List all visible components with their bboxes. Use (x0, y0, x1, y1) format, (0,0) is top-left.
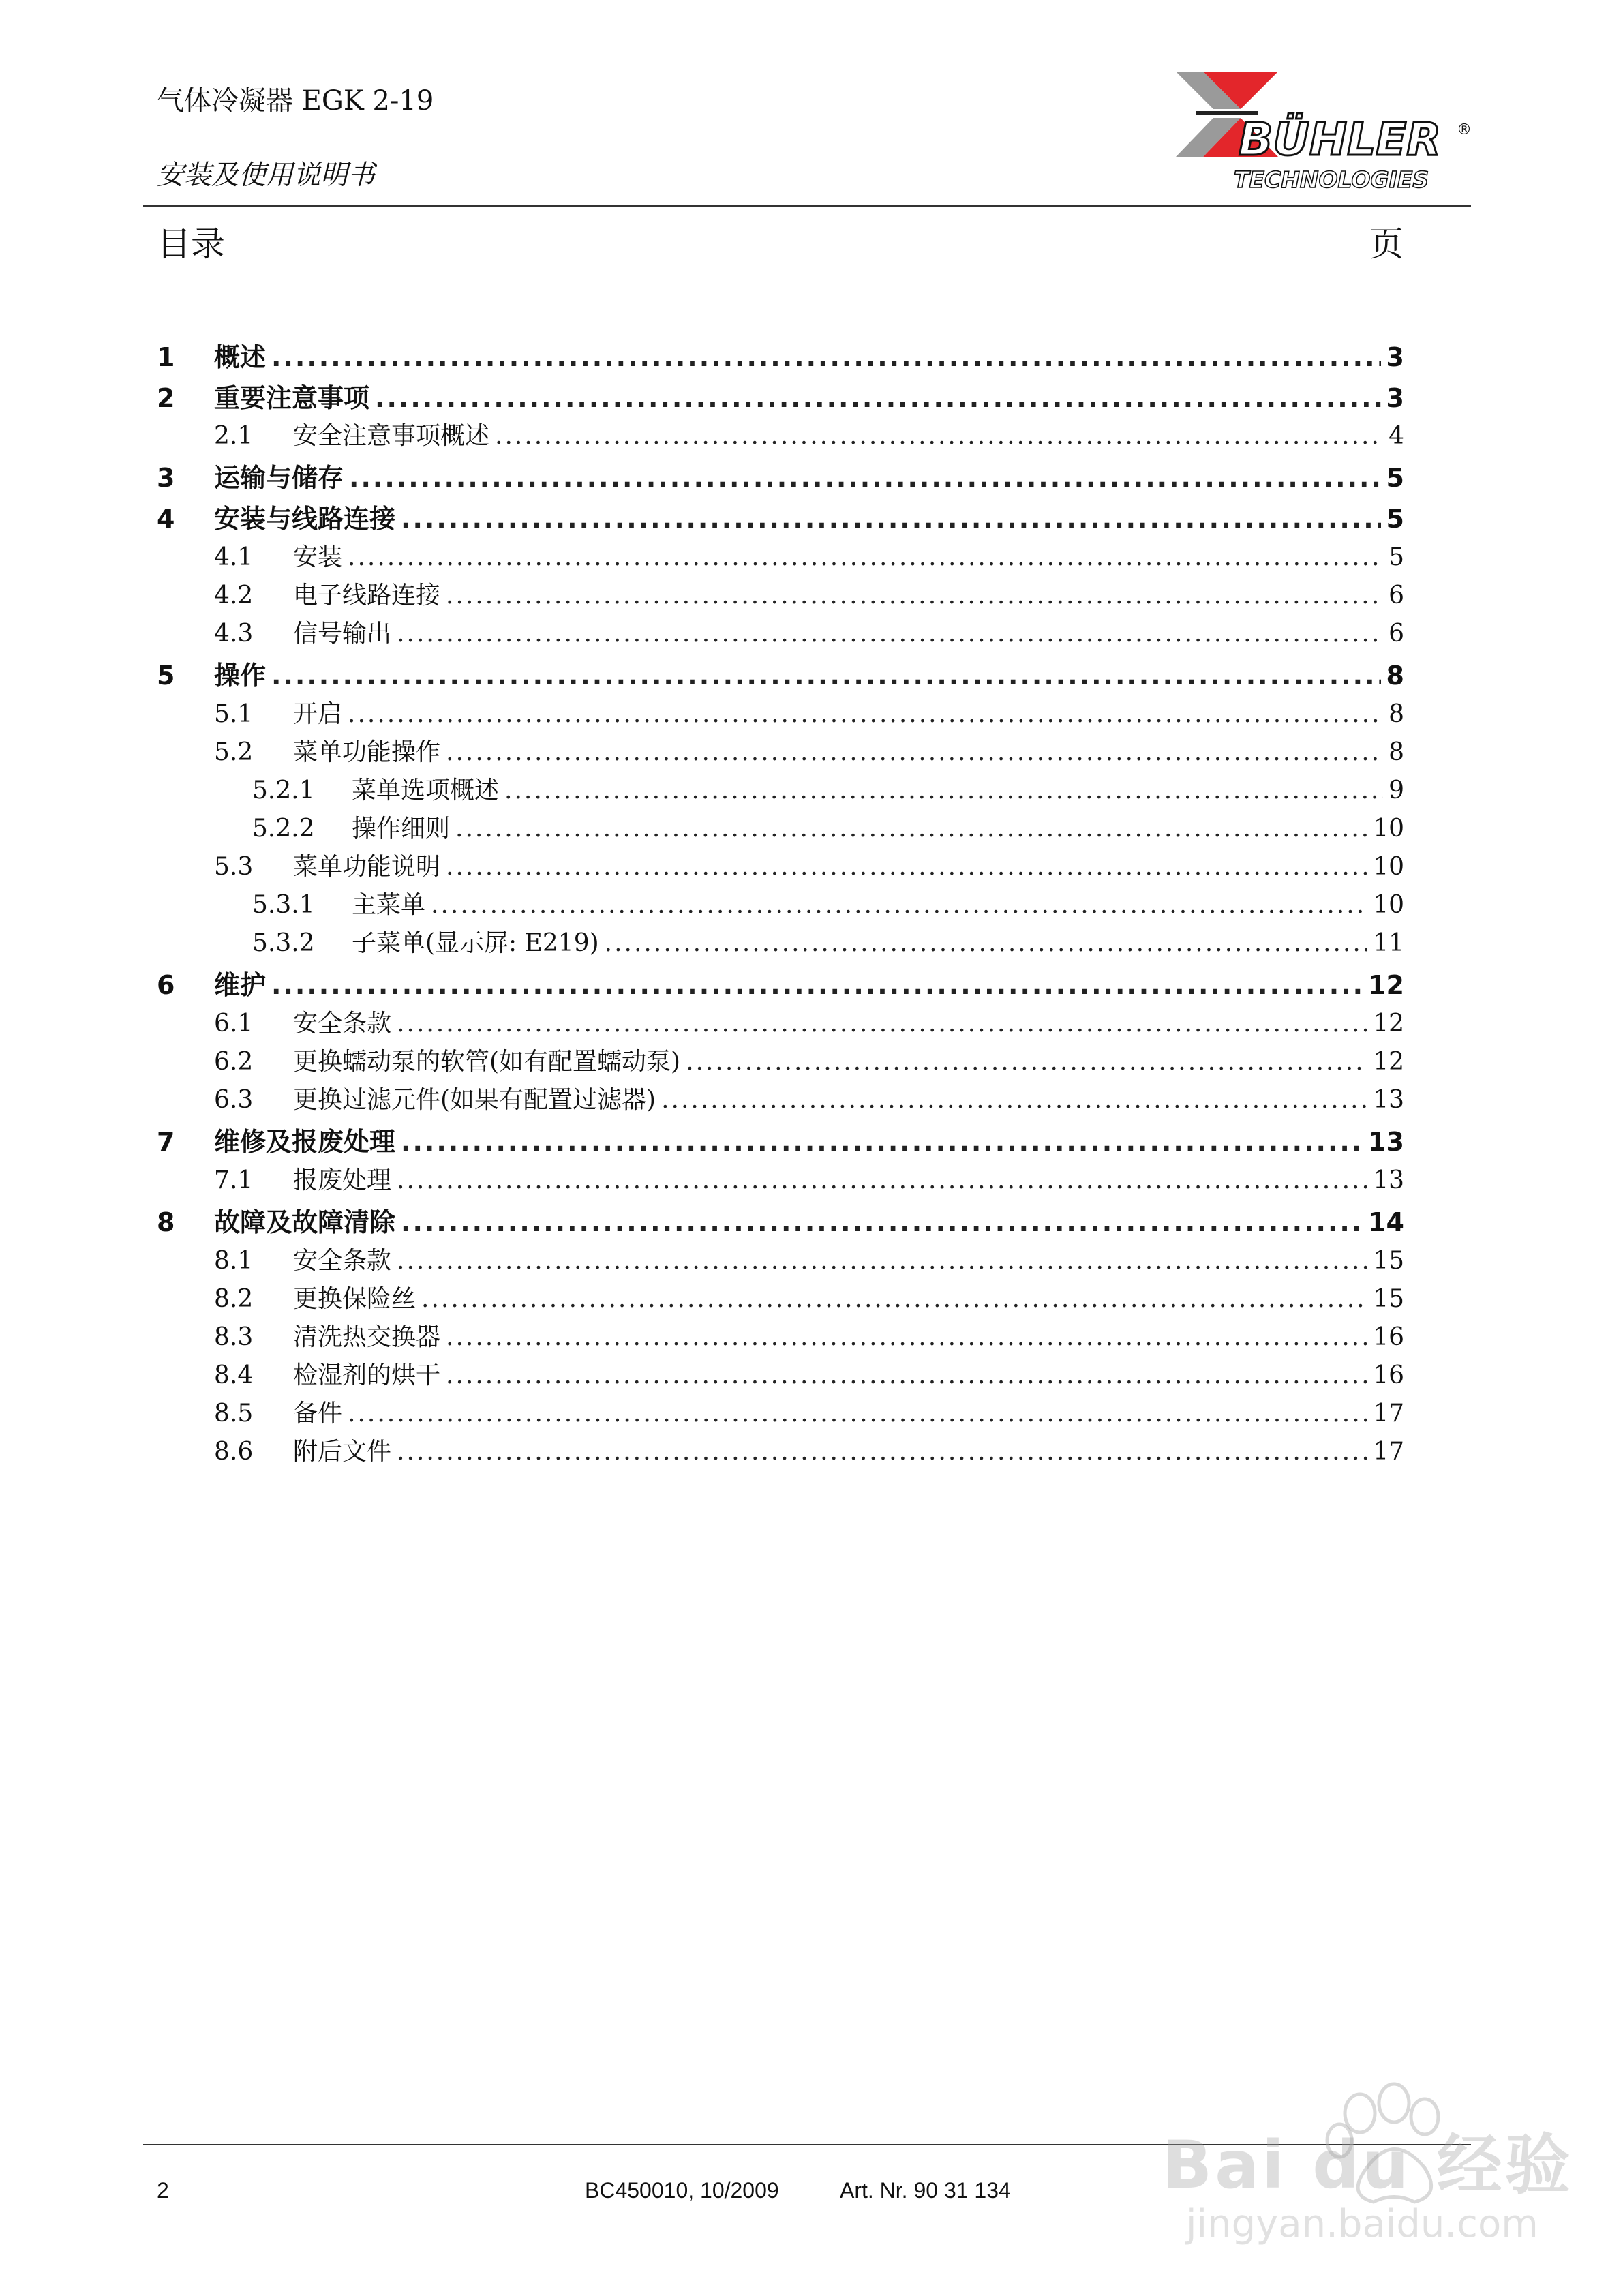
toc-leader-dots (397, 620, 1383, 648)
toc-entry-number: 4.3 (214, 620, 254, 648)
toc-entry[interactable] (157, 1038, 1404, 1076)
toc-leader-dots (397, 1010, 1367, 1038)
toc-entry[interactable] (157, 999, 1404, 1038)
toc-page-heading: 页 (1369, 224, 1404, 264)
toc-entry-page: 10 (1373, 853, 1404, 881)
toc-entry[interactable] (157, 1313, 1404, 1351)
toc-entry-label: 信号输出 (293, 620, 392, 648)
document-title: 气体冷凝器 EGK 2-19 (157, 85, 434, 117)
toc-entry-number: 5.3.2 (252, 929, 315, 957)
toc-entry-number: 4.2 (214, 581, 254, 609)
toc-entry-label: 维修及报废处理 (214, 1127, 396, 1157)
toc-leader-dots (397, 1438, 1367, 1466)
toc-entry-number: 8.2 (214, 1285, 254, 1313)
toc-entry[interactable] (157, 881, 1404, 919)
toc-entry[interactable] (157, 453, 1404, 492)
toc-entry-page: 13 (1368, 1127, 1404, 1157)
toc-entry-label: 菜单选项概述 (352, 776, 500, 804)
toc-leader-dots (401, 1209, 1363, 1236)
toc-entry-number: 6 (157, 970, 175, 1000)
toc-entry[interactable] (157, 1117, 1404, 1155)
toc-entry[interactable] (157, 843, 1404, 881)
toc-entry-number: 8.5 (214, 1400, 254, 1428)
toc-entry[interactable] (157, 333, 1404, 371)
toc-leader-dots (495, 423, 1383, 450)
toc-entry[interactable] (157, 533, 1404, 571)
toc-entry[interactable] (157, 1237, 1404, 1275)
toc-entry-page: 6 (1389, 620, 1404, 648)
toc-leader-dots (446, 1362, 1367, 1389)
logo-registered: ® (1457, 121, 1472, 138)
toc-entry[interactable] (157, 766, 1404, 804)
toc-entry-number: 3 (157, 463, 175, 493)
toc-entry-page: 17 (1373, 1438, 1404, 1466)
toc-entry-number: 6.2 (214, 1048, 254, 1076)
toc-entry-number: 5.3 (214, 853, 254, 881)
toc-entry-page: 15 (1373, 1285, 1404, 1313)
toc-entry-page: 13 (1373, 1086, 1404, 1114)
toc-entry-label: 更换保险丝 (293, 1285, 416, 1313)
toc-leader-dots (504, 777, 1383, 804)
footer-article-number: Art. Nr. 90 31 134 (840, 2178, 1011, 2203)
toc-entry-label: 安装与线路连接 (214, 504, 396, 534)
toc-leader-dots (348, 544, 1383, 571)
toc-leader-dots (421, 1286, 1367, 1313)
toc-entry-number: 7 (157, 1127, 175, 1157)
document-subtitle: 安装及使用说明书 (157, 160, 375, 191)
toc-entry[interactable] (157, 651, 1404, 689)
toc-leader-dots (446, 1324, 1367, 1351)
toc-entry-number: 6.3 (214, 1086, 254, 1114)
toc-entry-label: 电子线路连接 (293, 581, 441, 609)
toc-entry-number: 1 (157, 342, 175, 372)
toc-entry-page: 17 (1373, 1400, 1404, 1428)
toc-entry-page: 3 (1386, 383, 1404, 413)
toc-entry-page: 8 (1389, 700, 1404, 728)
buhler-logo (1176, 72, 1476, 198)
toc-entry-number: 4.1 (214, 543, 254, 571)
toc-entry-number: 2.1 (214, 422, 254, 450)
toc-entry-label: 运输与储存 (214, 463, 344, 493)
toc-entry[interactable] (157, 1076, 1404, 1114)
toc-heading: 目录 (157, 224, 225, 264)
toc-entry-label: 故障及故障清除 (214, 1207, 396, 1237)
toc-entry-number: 5.3.1 (252, 891, 315, 919)
toc-leader-dots (397, 1167, 1367, 1194)
toc-leader-dots (401, 1128, 1363, 1155)
toc-entry[interactable] (157, 728, 1404, 766)
toc-entry[interactable] (157, 690, 1404, 728)
toc-entry-label: 备件 (293, 1400, 343, 1428)
toc-leader-dots (605, 930, 1368, 957)
header-divider (143, 205, 1471, 207)
toc-entry-page: 5 (1386, 463, 1404, 493)
toc-entry[interactable] (157, 1389, 1404, 1428)
toc-entry-label: 安装 (293, 543, 343, 571)
toc-entry[interactable] (157, 1275, 1404, 1313)
toc-entry-page: 5 (1389, 543, 1404, 571)
toc-entry-number: 5.2 (214, 738, 254, 766)
toc-entry-label: 操作 (214, 661, 267, 691)
toc-entry-number: 8 (157, 1207, 175, 1237)
toc-entry[interactable] (157, 571, 1404, 609)
toc-entry-label: 报废处理 (293, 1166, 392, 1194)
toc-entry-label: 检湿剂的烘干 (293, 1361, 441, 1389)
toc-entry-number: 5.2.1 (252, 776, 315, 804)
toc-entry-number: 8.4 (214, 1361, 254, 1389)
toc-entry-page: 8 (1389, 738, 1404, 766)
toc-entry-page: 9 (1389, 776, 1404, 804)
toc-entry[interactable] (157, 1428, 1404, 1466)
footer-doc-reference: BC450010, 10/2009 (585, 2178, 779, 2203)
toc-entry[interactable] (157, 1198, 1404, 1236)
toc-leader-dots (271, 662, 1381, 689)
toc-entry-number: 8.6 (214, 1438, 254, 1466)
toc-leader-dots (348, 1400, 1367, 1428)
toc-leader-dots (686, 1048, 1367, 1076)
toc-leader-dots (446, 854, 1367, 881)
toc-entry-label: 操作细则 (352, 815, 451, 843)
toc-leader-dots (661, 1087, 1367, 1114)
toc-entry-number: 8.3 (214, 1323, 254, 1351)
toc-entry-page: 13 (1373, 1166, 1404, 1194)
toc-leader-dots (431, 892, 1367, 919)
toc-leader-dots (446, 739, 1383, 766)
watermark-url: jingyan.baidu.com (1186, 2202, 1538, 2246)
toc-entry-page: 4 (1389, 422, 1404, 450)
toc-entry-number: 6.1 (214, 1010, 254, 1038)
toc-entry-page: 16 (1373, 1361, 1404, 1389)
toc-entry-page: 11 (1373, 929, 1404, 957)
toc-entry[interactable] (157, 1156, 1404, 1194)
toc-entry-page: 12 (1368, 970, 1404, 1000)
toc-entry-number: 5.2.2 (252, 815, 315, 843)
toc-entry-label: 更换过滤元件(如果有配置过滤器) (293, 1086, 656, 1114)
toc-entry-label: 安全条款 (293, 1010, 392, 1038)
toc-entry[interactable] (157, 494, 1404, 532)
toc-entry-label: 主菜单 (352, 891, 426, 919)
toc-entry-label: 子菜单(显示屏: E219) (352, 929, 599, 957)
toc-entry-number: 2 (157, 383, 175, 413)
toc-entry-page: 12 (1373, 1048, 1404, 1076)
logo-sub: TECHNOLOGIES (1234, 166, 1429, 193)
toc-leader-dots (271, 971, 1363, 999)
toc-entry-label: 安全条款 (293, 1247, 392, 1275)
toc-entry-label: 开启 (293, 700, 343, 728)
toc-leader-dots (348, 701, 1383, 728)
footer-page-number: 2 (157, 2178, 169, 2203)
toc-entry-page: 8 (1386, 661, 1404, 691)
toc-entry-number: 5.1 (214, 700, 254, 728)
toc-entry-label: 概述 (214, 342, 267, 372)
logo-word: BÜHLER (1239, 113, 1442, 166)
toc-entry-number: 5 (157, 661, 175, 691)
toc-entry[interactable] (157, 412, 1404, 450)
toc-leader-dots (271, 344, 1381, 371)
toc-entry-page: 6 (1389, 581, 1404, 609)
toc-entry-page: 16 (1373, 1323, 1404, 1351)
toc-entry-page: 10 (1373, 815, 1404, 843)
toc-entry-number: 7.1 (214, 1166, 254, 1194)
toc-entry-page: 14 (1368, 1207, 1404, 1237)
toc-entry-label: 安全注意事项概述 (293, 422, 490, 450)
toc-entry-label: 菜单功能操作 (293, 738, 441, 766)
toc-entry-page: 3 (1386, 342, 1404, 372)
toc-entry-label: 重要注意事项 (214, 383, 370, 413)
watermark-text: Bai du 经验 (1162, 2127, 1573, 2203)
toc-entry-number: 4 (157, 504, 175, 534)
toc-entry[interactable] (157, 961, 1404, 999)
toc-entry-page: 10 (1373, 891, 1404, 919)
toc-leader-dots (397, 1248, 1367, 1275)
toc-entry[interactable] (157, 804, 1404, 843)
toc-entry-label: 菜单功能说明 (293, 853, 441, 881)
toc-entry-page: 15 (1373, 1247, 1404, 1275)
toc-leader-dots (455, 815, 1367, 843)
toc-entry-page: 12 (1373, 1010, 1404, 1038)
toc-entry-label: 维护 (214, 970, 267, 1000)
toc-entry-label: 附后文件 (293, 1438, 392, 1466)
toc-entry-label: 清洗热交换器 (293, 1323, 441, 1351)
toc-entry[interactable] (157, 609, 1404, 648)
toc-leader-dots (375, 384, 1381, 412)
toc-entry-number: 8.1 (214, 1247, 254, 1275)
toc-leader-dots (349, 464, 1381, 492)
toc-entry[interactable] (157, 919, 1404, 957)
toc-entry[interactable] (157, 374, 1404, 412)
toc-entry-page: 5 (1386, 504, 1404, 534)
toc-entry-label: 更换蠕动泵的软管(如有配置蠕动泵) (293, 1048, 681, 1076)
toc-leader-dots (446, 582, 1383, 609)
toc-entry[interactable] (157, 1351, 1404, 1389)
toc-leader-dots (401, 505, 1381, 532)
